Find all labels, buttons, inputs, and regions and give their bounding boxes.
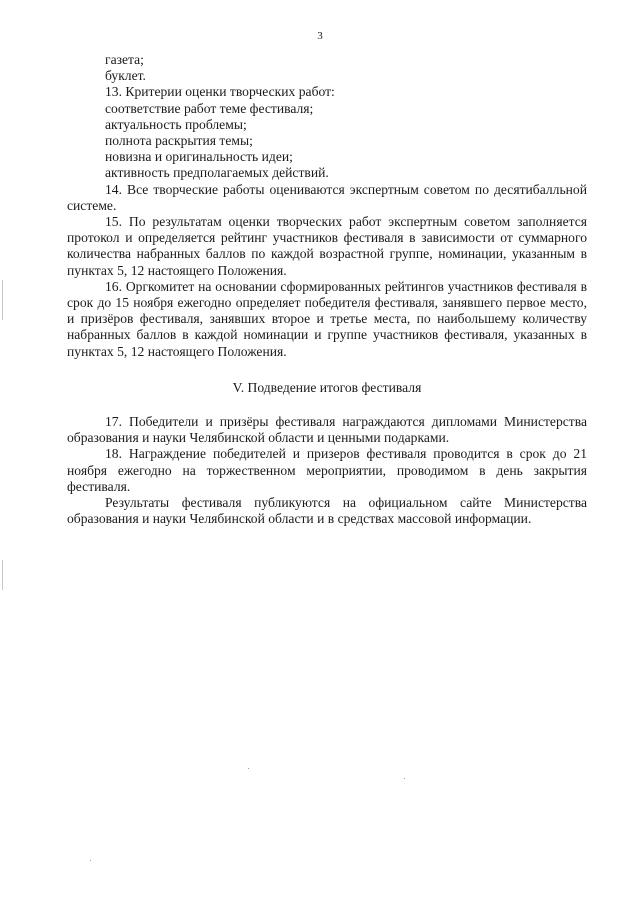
scan-speck xyxy=(404,778,405,779)
results-paragraph: Результаты фестиваля публикуются на официальном сайте Министерства образования и науки Челябинской области и в средствах массовой информации. xyxy=(67,495,587,527)
criteria-item: активность предполагаемых действий. xyxy=(105,165,329,181)
criteria-item: полнота раскрытия темы; xyxy=(105,133,253,149)
clause-16: 16. Оргкомитет на основании сформированных рейтингов участников фестиваля в срок до 15 ноября ежегодно определяет победителя фестиваля, занявшего первое место, и призёров фестиваля, занявших второе и третье места, по наибольшему количеству набранных баллов в каждой номинации и группе участников фестиваля, указанных в пунктах 5, 12 настоящего Положения. xyxy=(67,278,587,359)
scan-edge-mark xyxy=(2,560,3,590)
clause-13-title: 13. Критерии оценки творческих работ: xyxy=(105,84,335,100)
criteria-item: соответствие работ теме фестиваля; xyxy=(105,100,314,116)
list-item: газета; xyxy=(105,52,144,67)
criteria-item: актуальность проблемы; xyxy=(105,116,247,132)
scan-edge-mark xyxy=(2,280,3,320)
scan-speck xyxy=(248,768,249,769)
clause-15: 15. По результатам оценки творческих работ экспертным советом заполняется протокол и определяется рейтинг участников фестиваля в зависимости от суммарного количества набранных баллов по каждой возрастной группе, номинации, указанным в пунктах 5, 12 настоящего Положения. xyxy=(67,214,587,278)
section-heading: V. Подведение итогов фестиваля xyxy=(232,379,422,395)
document-body xyxy=(67,52,587,527)
criteria-item: новизна и оригинальность идеи; xyxy=(105,149,293,165)
scan-speck xyxy=(90,860,91,861)
clause-18: 18. Награждение победителей и призеров фестиваля проводится в срок до 21 ноября ежегодно на торжественном мероприятии, проводимом в день закрытия фестиваля. xyxy=(67,446,587,494)
clause-14: 14. Все творческие работы оцениваются экспертным советом по десятибалльной системе. xyxy=(67,181,587,213)
list-item: буклет. xyxy=(105,68,146,84)
page-number: 3 xyxy=(317,30,323,42)
clause-17: 17. Победители и призёры фестиваля награждаются дипломами Министерства образования и науки Челябинской области и ценными подарками. xyxy=(67,414,587,446)
